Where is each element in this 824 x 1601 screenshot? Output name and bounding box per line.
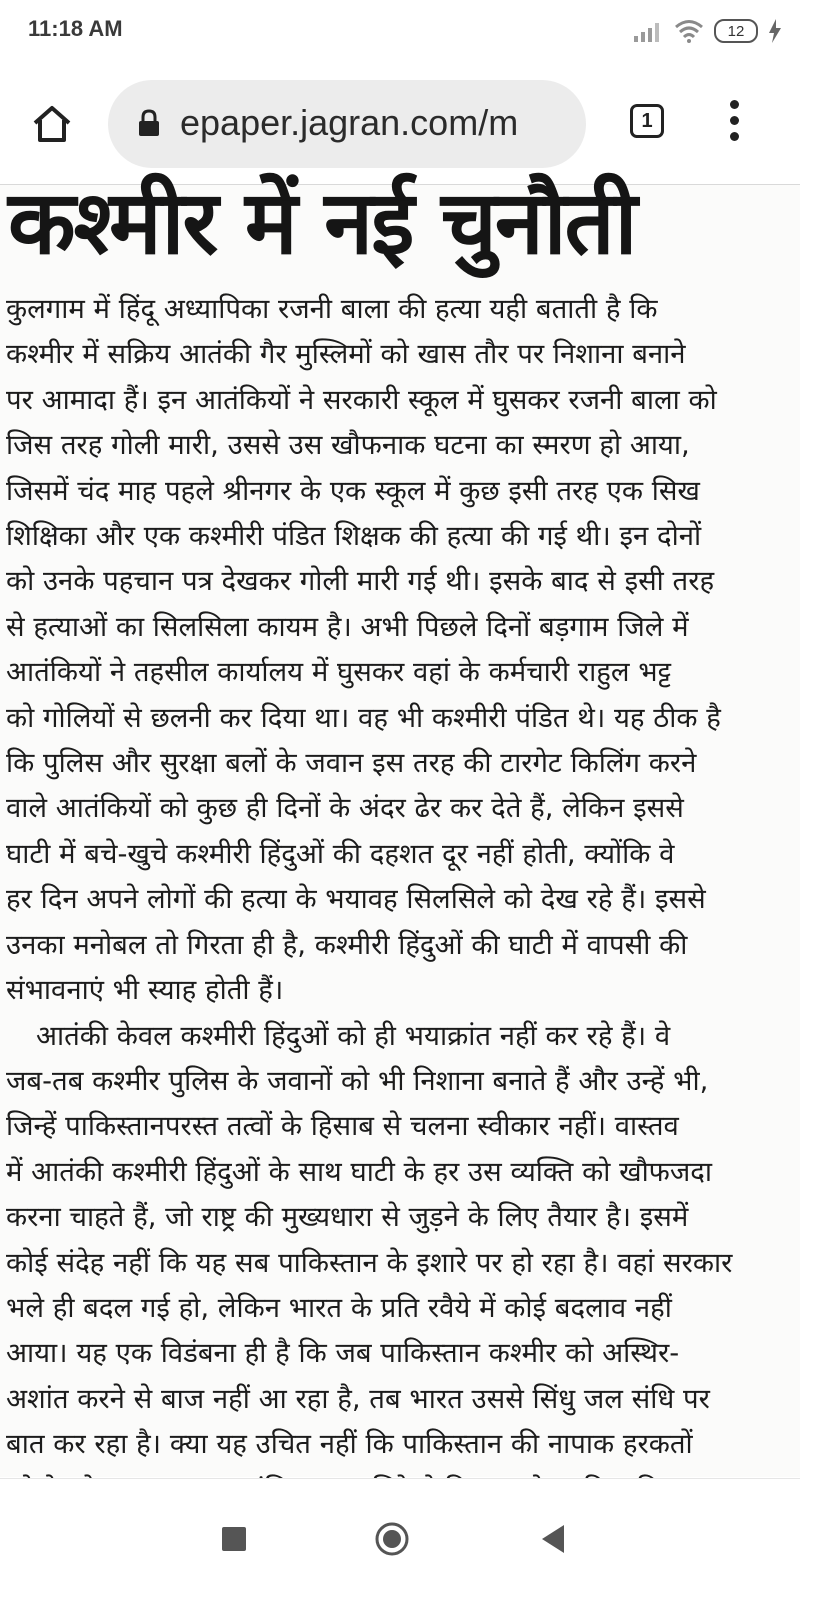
- article-line: जिस तरह गोली मारी, उससे उस खौफनाक घटना का स्मरण हो आया,: [6, 429, 690, 462]
- back-icon[interactable]: [540, 1523, 566, 1555]
- article-line: संभावनाएं भी स्याह होती हैं।: [6, 974, 284, 1007]
- article-paragraph-1: [6, 287, 794, 1014]
- article-line: हर दिन अपने लोगों की हत्या के भयावह सिलसिले को देख रहे हैं। इससे: [6, 883, 706, 916]
- article-body: [6, 287, 794, 1558]
- article-line: वाले आतंकियों को कुछ ही दिनों के अंदर ढेर कर देते हैं, लेकिन इससे: [6, 792, 684, 825]
- article-line: कि पुलिस और सुरक्षा बलों के जवान इस तरह की टारगेट किलिंग करने: [6, 747, 697, 780]
- tabs-button[interactable]: 1: [630, 104, 664, 138]
- system-nav-bar: [0, 1478, 800, 1601]
- battery-icon: 12: [714, 19, 758, 43]
- article-line: में आतंकी कश्मीरी हिंदुओं के साथ घाटी के हर उस व्यक्ति को खौफजदा: [6, 1155, 713, 1188]
- nav-home-icon[interactable]: [374, 1521, 410, 1557]
- article-line: भले ही बदल गई हो, लेकिन भारत के प्रति रवैये में कोई बदलाव नहीं: [6, 1291, 672, 1324]
- article-line: आतंकी केवल कश्मीरी हिंदुओं को ही भयाक्रांत नहीं कर रहे हैं। वे: [36, 1019, 671, 1052]
- article-headline: कश्मीर में नई चुनौती: [8, 171, 636, 274]
- article-line: घाटी में बचे-खुचे कश्मीरी हिंदुओं की दहशत दूर नहीं होती, क्योंकि वे: [6, 837, 675, 870]
- menu-icon[interactable]: [724, 100, 744, 142]
- status-bar: [0, 0, 800, 62]
- article-line: जिसमें चंद माह पहले श्रीनगर के एक स्कूल में कुछ इसी तरह एक सिख: [6, 474, 700, 507]
- article-line: जिन्हें पाकिस्तानपरस्त तत्वों के हिसाब से चलना स्वीकार नहीं। वास्तव: [6, 1110, 679, 1143]
- article-line: को उनके पहचान पत्र देखकर गोली मारी गई थी। इसके बाद से इसी तरह: [6, 565, 715, 598]
- url-text[interactable]: epaper.jagran.com/m: [180, 102, 519, 143]
- article-line: अशांत करने से बाज नहीं आ रहा है, तब भारत उससे सिंधु जल संधि पर: [6, 1382, 710, 1415]
- article-line: आया। यह एक विडंबना ही है कि जब पाकिस्तान कश्मीर को अस्थिर-: [6, 1337, 680, 1370]
- article-line: कुलगाम में हिंदू अध्यापिका रजनी बाला की हत्या यही बताती है कि: [6, 293, 658, 325]
- recents-icon[interactable]: [222, 1527, 246, 1551]
- home-icon[interactable]: [30, 102, 74, 146]
- wifi-icon: [674, 19, 704, 43]
- signal-icon: [634, 20, 664, 42]
- article-line: शिक्षिका और एक कश्मीरी पंडित शिक्षक की हत्या की गई थी। इन दोनों: [6, 520, 702, 553]
- article-line: करना चाहते हैं, जो राष्ट्र की मुख्यधारा से जुड़ने के लिए तैयार है। इसमें: [6, 1201, 689, 1234]
- charging-icon: [768, 19, 782, 43]
- article-line: कश्मीर में सक्रिय आतंकी गैर मुस्लिमों को खास तौर पर निशाना बनाने: [6, 338, 686, 371]
- article-line: से हत्याओं का सिलसिला कायम है। अभी पिछले दिनों बड़गाम जिले में: [6, 610, 689, 643]
- lock-icon: [138, 110, 160, 136]
- article-line: को गोलियों से छलनी कर दिया था। वह भी कश्मीरी पंडित थे। यह ठीक है: [6, 701, 721, 734]
- status-time: 11:18 AM: [28, 16, 123, 41]
- status-icons: [634, 16, 782, 46]
- article-line: उनका मनोबल तो गिरता ही है, कश्मीरी हिंदुओं की घाटी में वापसी की: [6, 928, 688, 961]
- article-line: कोई संदेह नहीं कि यह सब पाकिस्तान के इशारे पर हो रहा है। वहां सरकार: [6, 1246, 733, 1279]
- article-line: बात कर रहा है। क्या यह उचित नहीं कि पाकिस्तान की नापाक हरकतों: [6, 1428, 693, 1461]
- article-line: जब-तब कश्मीर पुलिस के जवानों को भी निशाना बनाते हैं और उन्हें भी,: [6, 1064, 709, 1097]
- article-page: [0, 171, 800, 1477]
- article-paragraph-2: [6, 1014, 794, 1559]
- address-bar[interactable]: [108, 80, 586, 168]
- article-line: पर आमादा हैं। इन आतंकियों ने सरकारी स्कूल में घुसकर रजनी बाला को: [6, 383, 717, 416]
- article-line: आतंकियों ने तहसील कार्यालय में घुसकर वहां के कर्मचारी राहुल भट्ट: [6, 656, 672, 689]
